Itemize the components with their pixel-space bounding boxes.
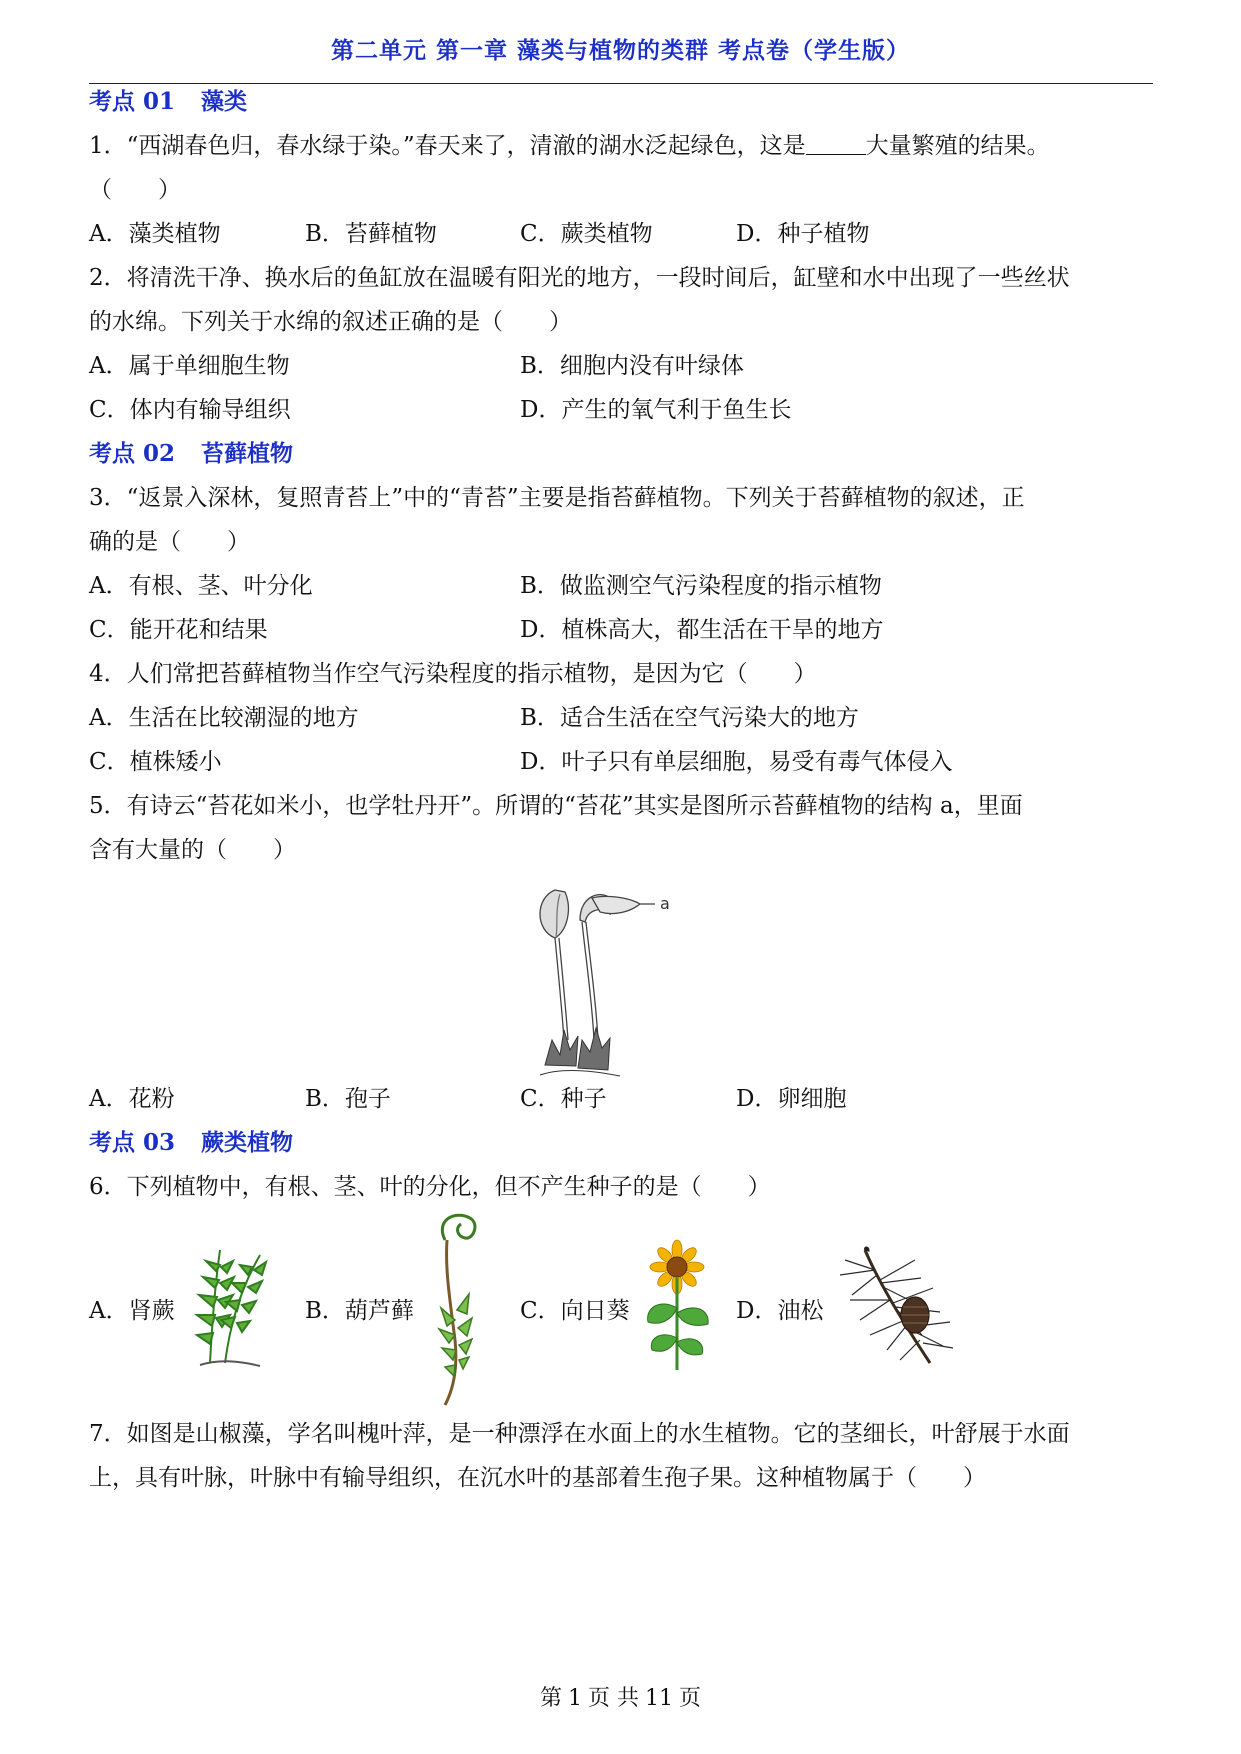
section-heading-02: [89, 438, 293, 470]
pine-branch-image: [835, 1245, 970, 1370]
total-pages: 11: [645, 1686, 673, 1711]
q5-option-b: B．孢子: [305, 1086, 391, 1112]
q1-option-c: C．蕨类植物: [520, 221, 653, 247]
page-number: 1: [568, 1686, 582, 1711]
q6-option-b: B．葫芦藓: [305, 1298, 414, 1324]
fern-image: [190, 1245, 280, 1370]
q2-option-b: B．细胞内没有叶绿体: [520, 353, 744, 379]
q6-option-a: A．肾蕨: [89, 1298, 175, 1324]
figure-label-a: a: [660, 894, 670, 913]
q5-option-a: A．花粉: [89, 1086, 175, 1112]
q1-option-d: D．种子植物: [736, 221, 870, 247]
question-1-line-2: （ ）: [89, 177, 181, 203]
question-text: 大量繁殖的结果。: [865, 133, 1050, 159]
moss-plant-figure: [530, 880, 710, 1080]
question-2-line-2: 的水绵。下列关于水绵的叙述正确的是（ ）: [89, 309, 572, 335]
q4-option-c: C．植株矮小: [89, 749, 222, 775]
question-6-line-1: 6．下列植物中，有根、茎、叶的分化，但不产生种子的是（ ）: [89, 1174, 771, 1200]
q3-option-a: A．有根、茎、叶分化: [89, 573, 313, 599]
footer-text: 页: [679, 1686, 702, 1711]
q4-option-d: D．叶子只有单层细胞，易受有毒气体侵入: [520, 749, 953, 775]
question-4-line-1: 4．人们常把苔藓植物当作空气污染程度的指示植物，是因为它（ ）: [89, 661, 817, 687]
section-number: 考点 01: [89, 88, 176, 115]
question-1-line-1: [89, 130, 1050, 162]
q3-option-c: C．能开花和结果: [89, 617, 268, 643]
sunflower-image: [640, 1238, 715, 1373]
q4-option-b: B．适合生活在空气污染大的地方: [520, 705, 859, 731]
section-name: 藻类: [201, 88, 248, 115]
q2-option-a: A．属于单细胞生物: [89, 353, 290, 379]
q1-option-b: B．苔藓植物: [305, 221, 437, 247]
q5-option-d: D．卵细胞: [736, 1086, 847, 1112]
q5-option-c: C．种子: [520, 1086, 607, 1112]
section-name: 蕨类植物: [201, 1129, 294, 1156]
footer-text: 第: [539, 1686, 562, 1711]
question-text: 1．“西湖春色归，春水绿于染。”春天来了，清澈的湖水泛起绿色，这是: [89, 133, 806, 159]
question-3-line-2: 确的是（ ）: [89, 529, 250, 555]
q6-option-c: C．向日葵: [520, 1298, 630, 1324]
page-footer: [0, 1681, 1241, 1712]
q3-option-b: B．做监测空气污染程度的指示植物: [520, 573, 882, 599]
question-7-line-2: 上，具有叶脉，叶脉中有输导组织，在沉水叶的基部着生孢子果。这种植物属于（ ）: [89, 1465, 986, 1491]
q6-option-d: D．油松: [736, 1298, 824, 1324]
section-number: 考点 03: [89, 1129, 176, 1156]
q4-option-a: A．生活在比较潮湿的地方: [89, 705, 359, 731]
question-5-line-1: 5．有诗云“苔花如米小，也学牡丹开”。所谓的“苔花”其实是图所示苔藓植物的结构 a，里面: [89, 793, 1023, 819]
q2-option-c: C．体内有输导组织: [89, 397, 291, 423]
section-number: 考点 02: [89, 440, 176, 467]
question-7-line-1: 7．如图是山椒藻，学名叫槐叶萍，是一种漂浮在水面上的水生植物。它的茎细长，叶舒展于水面: [89, 1421, 1070, 1447]
question-5-line-2: 含有大量的（ ）: [89, 837, 296, 863]
section-heading-03: [89, 1127, 293, 1159]
cord-moss-image: [425, 1210, 495, 1410]
q2-option-d: D．产生的氧气利于鱼生长: [520, 397, 792, 423]
section-heading-01: [89, 86, 247, 118]
page-header: 第二单元 第一章 藻类与植物的类群 考点卷（学生版）: [330, 37, 911, 64]
q1-option-a: A．藻类植物: [89, 221, 221, 247]
header-divider: [89, 83, 1153, 84]
q3-option-d: D．植株高大，都生活在干旱的地方: [520, 617, 884, 643]
question-2-line-1: 2．将清洗干净、换水后的鱼缸放在温暖有阳光的地方，一段时间后，缸壁和水中出现了一些丝状: [89, 265, 1070, 291]
section-name: 苔藓植物: [201, 440, 294, 467]
footer-text: 页 共: [588, 1686, 639, 1711]
question-3-line-1: 3．“返景入深林，复照青苔上”中的“青苔”主要是指苔藓植物。下列关于苔藓植物的叙述，正: [89, 485, 1025, 511]
answer-blank: [806, 132, 866, 155]
